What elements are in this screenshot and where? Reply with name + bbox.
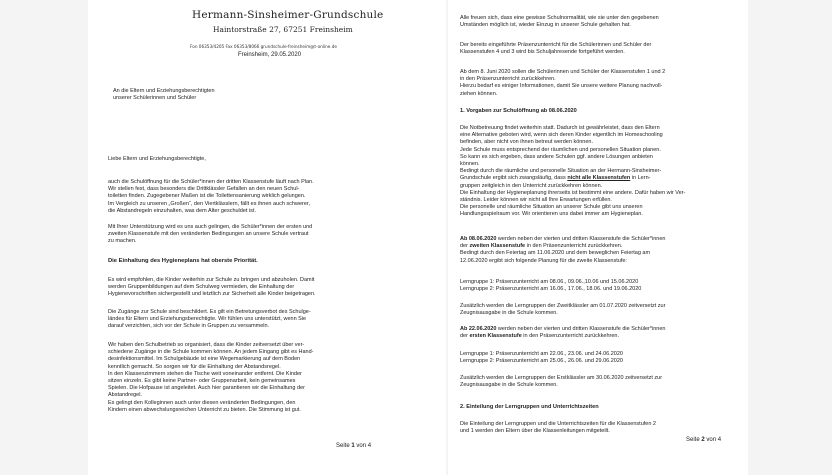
document-page-1 [88,0,446,475]
text-line: zweiten Klassenstufe mit den veränderten Bedingungen an unsere Schule vertraut [108,231,309,238]
school-contact: Fon 06353/4205 Fax 06353/8066 grundschule-freinsheim@t-online.de [190,44,337,49]
text-line: Es wird empfohlen, die Kinder weiterhin zur Schule zu bringen und abzuholen. Damit [108,277,315,283]
ab-0806-groups [460,279,641,293]
hygiene-heading: Die Einhaltung des Hygieneplans hat oberste Priorität. [108,258,258,264]
text-line: Kindern einen abwechslungsreichen Unterricht zu bieten. Die Stimmung ist gut. [108,406,301,413]
text-line: Zeugnisausgabe in die Schule kommen. [460,382,558,389]
text-span: der [460,333,470,340]
text-line: und 1 werden den Eltern über die Klassenleitungen mitgeteilt. [460,428,610,435]
text-line: Zusätzlich werden die Lerngruppen der Erstklässler am 30.06.2020 zeitversetzt zur [460,375,663,381]
list-item: Lerngruppe 1: Präsenzunterricht am 08.06., 09.06.,10.06 und 15.06.2020 [460,279,639,285]
list-item: Lerngruppe 1: Präsenzunterricht am 22.06., 23.06. und 24.06.2020 [460,351,623,357]
footer-page-number: 1 [351,443,355,449]
footer-suffix: von 4 [354,443,372,449]
paragraph-1 [108,179,314,215]
text-span: in den Präsenzunterricht zurückkehren. [521,333,619,340]
list-item: Lerngruppe 2: Präsenzunterricht am 16.06., 17.06., 18.06. und 19.06.2020 [460,286,642,293]
text-line: kenntlich gemacht. So sorgen wir für die Einhaltung der Abstandsregel. [108,363,281,370]
text-line: Hierzu bedarf es einiger Informationen, damit Sie unsere weitere Planung nachvoll- [460,83,663,90]
text-line [460,175,685,182]
text-line: zu machen. [108,238,137,245]
paragraph-3 [108,277,316,299]
page-footer [336,443,371,449]
text-span: werden neben der vierten und dritten Klassenstufe die Schüler*innen [496,326,666,332]
text-line: schiedene Zugänge in die Schule kommen können. An jedem Eingang gibt es Hand- [108,349,314,356]
text-line [460,243,665,250]
text-line: Umständen möglich ist, wieder Einzug in unserer Schule gehalten hat. [460,22,631,29]
text-line: Bedingt durch den Feiertag am 11.06.2020 und dem beweglichen Feiertag am [460,250,651,257]
text-line: So kann es sich ergeben, dass andere Schulen ggf. andere Lösungen anbieten [460,153,653,160]
text-line: In den Klassenzimmern stehen die Tische weit voneinander entfernt. Die Kinder [108,370,302,377]
text-line: Im Vergleich zu unseren „Großen“, den Viertklässlern, fällt es ihnen auch schwerer, [108,200,310,207]
p2-paragraph-1 [460,15,659,29]
ab-2206-block [460,326,665,340]
text-line: desinfektionsmittel. Im Schulgebäude ist eine Wegemarkierung auf dem Boden [108,356,301,363]
text-span: in den Präsenzunterricht zurückkehren. [525,243,623,250]
text-span: werden neben der vierten und dritten Klassenstufe die Schüler*innen [496,236,666,242]
text-line [460,326,665,333]
text-line: Ab dem 8. Juni 2020 sollen die Schülerinnen und Schüler der Klassenstufen 1 und 2 [460,69,666,75]
ab-2206-note [460,375,662,389]
p2-paragraph-2 [460,42,651,56]
p2-paragraph-3 [460,69,665,98]
text-line: Die Einhaltung der Hygieneplanung ihrerseits ist bestimmt eine andere. Dafür haben wir Ver- [460,189,686,196]
text-line: Mit Ihrer Unterstützung wird es uns auch gelingen, die Schüler*innen der ersten und [108,224,313,230]
list-item: Lerngruppe 2: Präsenzunterricht am 25.06., 26.06. und 29.06.2020 [460,358,623,365]
text-line [460,236,665,243]
date-bold: Ab 08.06.2020 [460,236,497,242]
text-line: Die Zugänge zur Schule sind beschildert. Es gilt ein Betretungsverbot des Schulge- [108,309,311,315]
text-line: werden Gruppenbildungen auf dem Schulweg vermieden, die Einhaltung der [108,284,295,291]
text-line: Zeugnisausgabe in die Schule kommen. [460,310,558,317]
footer-prefix: Seite [686,437,702,443]
text-line: toiletten finden. Zugegebener Maßen ist die Toilettensanierung wirklich gelungen. [108,193,306,200]
text-line: Es gelingt den Kolleginnen auch unter diesen veränderten Bedingungen, den [108,399,296,406]
text-line: in den Präsenzunterricht zurückkehren. [460,76,556,83]
text-line: ständnis. Leider können wir nicht all Ihre Erwartungen erfüllen. [460,197,612,204]
text-line: Die personelle und räumliche Situation an unserer Schule gibt uns unseren [460,204,643,211]
footer-suffix: von 4 [704,437,722,443]
text-line: befinden, aber nicht von ihnen betreut werden können. [460,139,594,146]
section-2-body [460,421,656,435]
ab-0806-note [460,303,665,317]
text-line: die Abstandregeln einzuhalten, was dem Alter geschuldet ist. [108,207,256,214]
text-line: Abstandregel. [108,392,142,399]
footer-page-number: 2 [701,437,705,443]
ab-0806-block [460,236,665,265]
text-line: Zusätzlich werden die Lerngruppen der Zweitklässler am 01.07.2020 zeitversetzt zur [460,303,666,309]
text-line: Wir stellen fest, dass besonders die Drittklässler Gefallen an den neuen Schul- [108,186,300,193]
section-1-body [460,125,685,219]
section-2-heading: 2. Einteilung der Lerngruppen und Unterrichtszeiten [460,404,599,410]
text-line: ländes für Eltern und Erziehungsberechtigte. Wir fühlen uns unterstützt, wenn Sie [108,316,307,323]
text-line: Die Notbetreuung findet weiterhin statt. Dadurch ist gewährleistet, dass den Eltern [460,125,660,131]
section-1-heading: 1. Vorgaben zur Schulöffnung ab 08.06.2020 [460,108,577,114]
ab-2206-groups [460,351,623,365]
text-line: auch die Schulöffnung für die Schüler*innen der dritten Klassenstufe läuft nach Plan. [108,179,314,185]
recipient-block [113,88,215,102]
paragraph-2 [108,224,312,246]
text-span: der [460,243,470,250]
school-address: Haintorstraße 27, 67251 Freinsheim [213,25,353,34]
text-line: 12.06.2020 ergibt sich folgende Planung für die zweite Klassenstufe: [460,257,627,264]
text-line: Die Einteilung der Lerngruppen und die Unterrichtszeiten für die Klassenstufen 2 [460,421,656,427]
text-span: Grundschule ergibt sich zwangsläufig, dass [460,175,568,182]
text-line: Wir haben den Schulbetrieb so organisiert, dass die Kinder zeitversetzt über ver- [108,342,305,348]
text-line: Spielen. Die Hofpause ist angeleitet. Auch hier garantieren wir die Einhaltung der [108,385,305,392]
text-line [460,333,665,340]
text-line: können. [460,161,480,168]
recipient-line: unserer Schülerinnen und Schüler [113,95,197,102]
recipient-line: An die Eltern und Erziehungsberechtigten [113,88,215,94]
text-line: Der bereits eingeführte Präsenzunterricht für die Schülerinnen und Schüler der [460,42,652,48]
text-line: Klassenstufen 4 und 3 wird bis Schuljahresende fortgeführt werden. [460,49,625,56]
emphasis-bold: ersten Klassenstufe [469,333,522,340]
text-line: Bedingt durch die räumliche und personelle Situation an der Hermann-Sinsheimer- [460,168,662,175]
text-line: sitzen einzeln. Es gibt keine Partner- oder Gruppenarbeit, kein gemeinsames [108,378,296,385]
salutation: Liebe Eltern und Erziehungsberechtigte, [108,156,206,162]
text-line: Hygienevorschriften sichergestellt und letztlich zur Sicherheit alle Kinder beigetragen. [108,291,316,298]
text-line: eine Alternative geboten wird, wenn sich deren Kinder eigentlich im Homeschooling [460,132,663,139]
text-line: ziehen können. [460,90,498,97]
school-name: Hermann-Sinsheimer-Grundschule [192,9,384,21]
text-line: gruppen zeitgleich in den Unterricht zurückkehren können. [460,182,603,189]
date-bold: Ab 22.06.2020 [460,326,497,332]
paragraph-5 [108,342,313,414]
text-line: Alle freuen sich, dass eine gewisse Schulnormalität, wie sie unter den gegebenen [460,15,659,21]
emphasis-underlined: nicht alle Klassenstufen [567,175,631,182]
text-line: darauf verzichten, sich vor der Schule in Gruppen zu versammeln. [108,323,270,330]
text-line: Handlungsspielraum vor. Wir orientieren uns dabei immer am Hygieneplan. [460,211,643,218]
text-line: Jede Schule muss entsprechend der räumlichen und personellen Situation planen. [460,146,661,153]
paragraph-4 [108,309,311,331]
document-page-2 [448,0,748,475]
text-span: in Lern- [630,175,651,182]
emphasis-bold: zweiten Klassenstufe [469,243,526,250]
page-footer [686,437,721,443]
place-date: Freinsheim, 29.05.2020 [238,52,302,58]
footer-prefix: Seite [336,443,352,449]
